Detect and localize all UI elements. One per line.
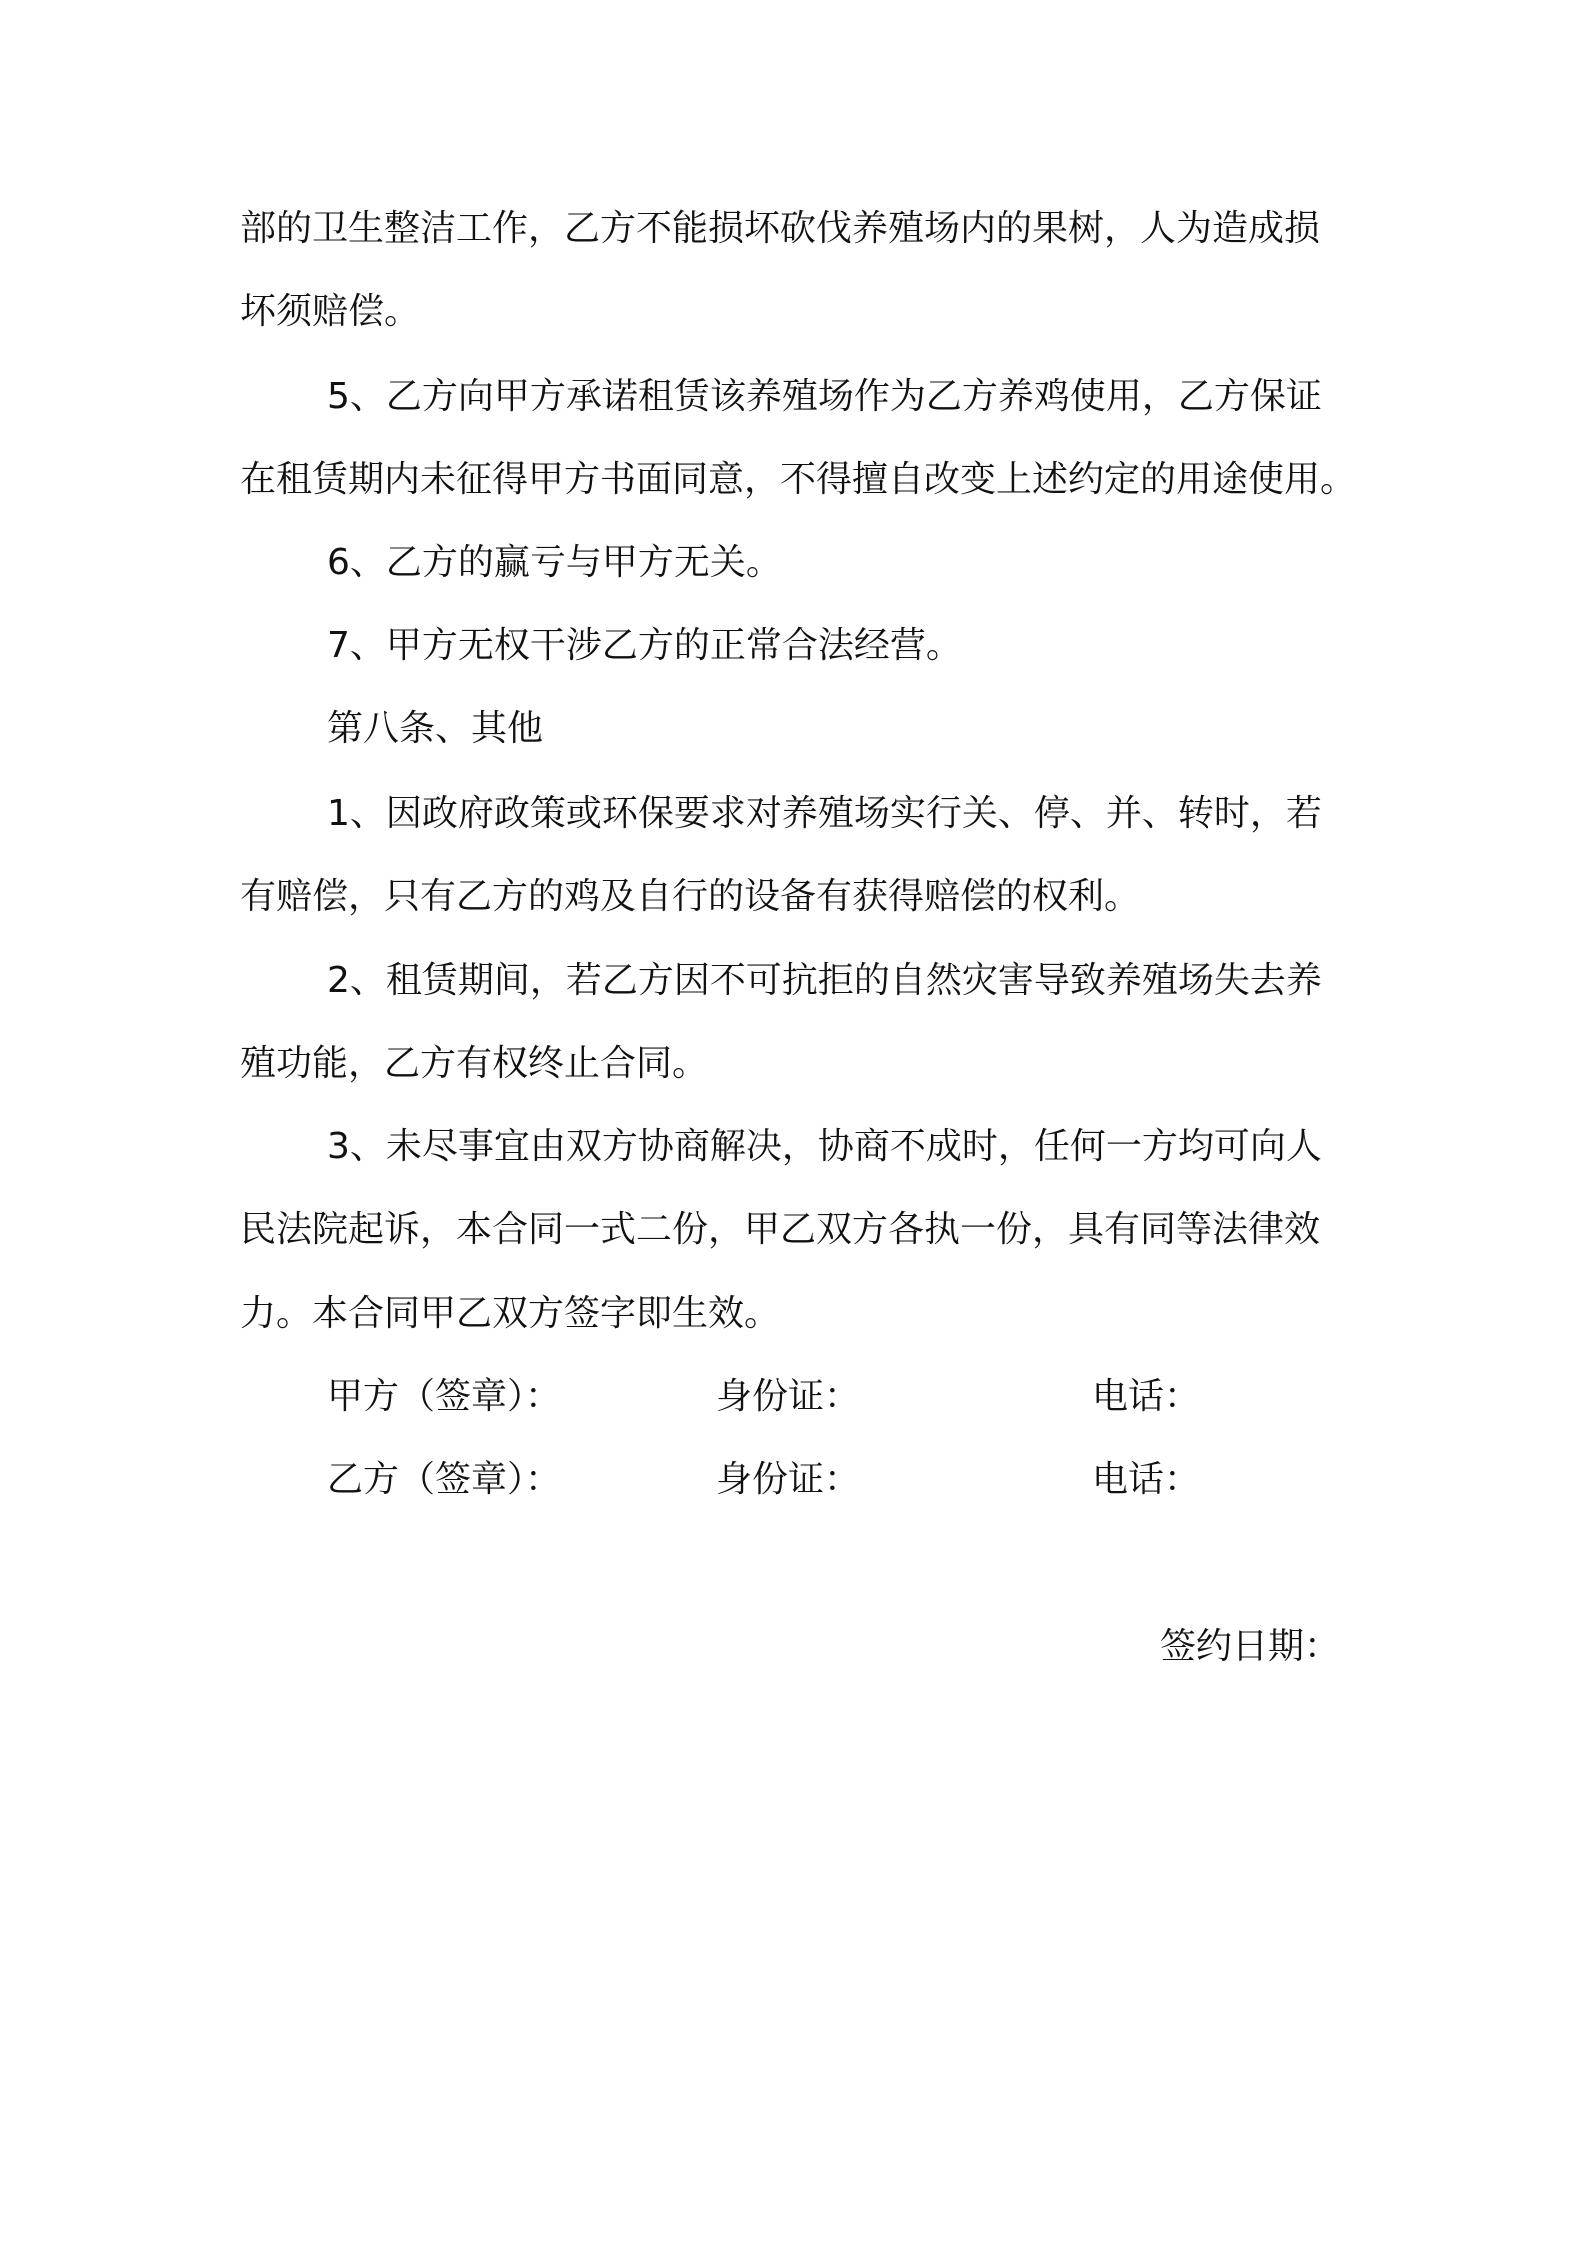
clause-3-line: 3、未尽事宜由双方协商解决，协商不成时，任何一方均可向人 [327, 1126, 1322, 1167]
clause-5-line: 5、乙方向甲方承诺租赁该养殖场作为乙方养鸡使用，乙方保证 [327, 376, 1322, 417]
paragraph-line: 坏须赔偿。 [240, 291, 421, 332]
party-a-id-label: 身份证： [716, 1376, 861, 1417]
paragraph-line: 殖功能，乙方有权终止合同。 [240, 1043, 709, 1084]
paragraph-line: 在租赁期内未征得甲方书面同意，不得擅自改变上述约定的用途使用。 [240, 459, 1357, 500]
signing-date-label: 签约日期： [1160, 1626, 1341, 1667]
paragraph-line: 力。本合同甲乙双方签字即生效。 [240, 1293, 781, 1334]
party-a-phone-label: 电话： [1092, 1376, 1201, 1417]
clause-7-line: 7、甲方无权干涉乙方的正常合法经营。 [327, 625, 962, 666]
paragraph-line: 部的卫生整洁工作，乙方不能损坏砍伐养殖场内的果树，人为造成损 [240, 208, 1321, 249]
party-b-phone-label: 电话： [1092, 1459, 1201, 1500]
article-8-heading: 第八条、其他 [327, 708, 544, 749]
party-a-signature-label: 甲方（签章）： [327, 1376, 562, 1417]
party-b-id-label: 身份证： [716, 1459, 861, 1500]
clause-2-line: 2、租赁期间，若乙方因不可抗拒的自然灾害导致养殖场失去养 [327, 960, 1322, 1001]
clause-6-line: 6、乙方的赢亏与甲方无关。 [327, 542, 782, 583]
party-b-signature-label: 乙方（签章）： [327, 1459, 562, 1500]
paragraph-line: 民法院起诉，本合同一式二份，甲乙双方各执一份，具有同等法律效 [240, 1209, 1321, 1250]
paragraph-line: 有赔偿，只有乙方的鸡及自行的设备有获得赔偿的权利。 [240, 876, 1141, 917]
clause-1-line: 1、因政府政策或环保要求对养殖场实行关、停、并、转时，若 [327, 793, 1322, 834]
